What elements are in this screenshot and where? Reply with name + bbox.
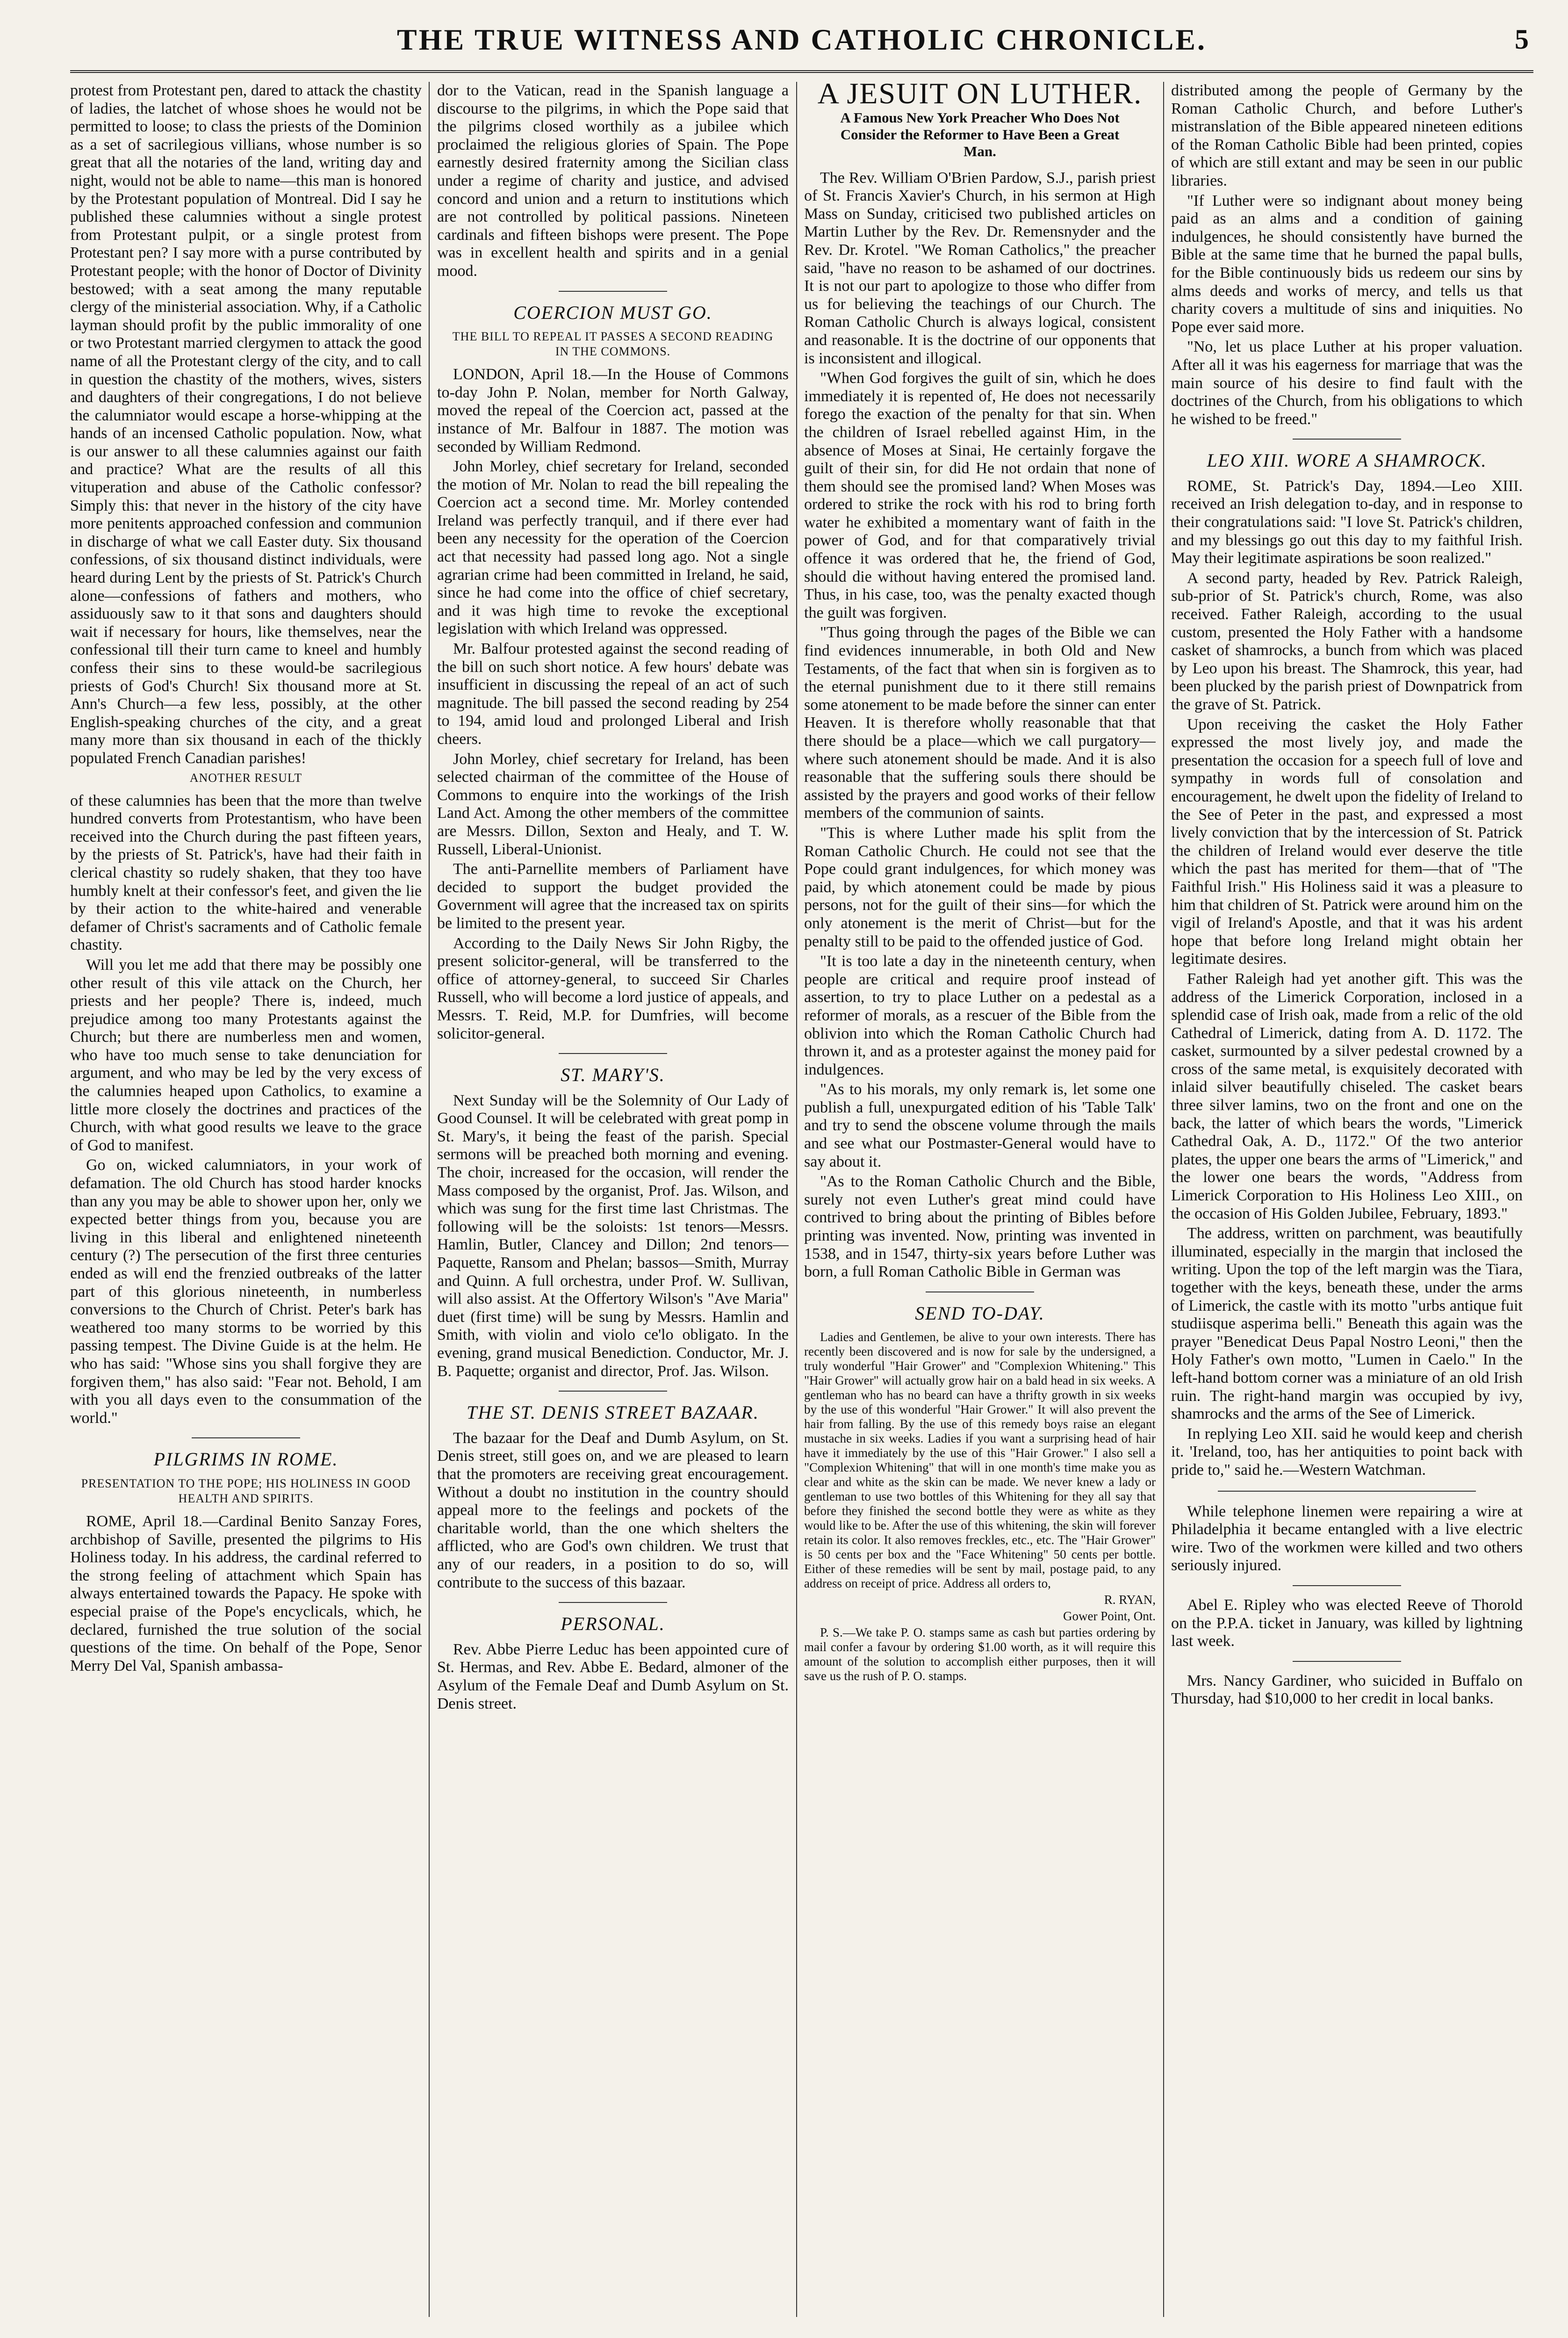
article-paragraph: ROME, April 18.—Cardinal Benito Sanzay Fores, archbishop of Saville, presented the pilgrims to His Holiness today. In his address, the cardinal referred to the strong feeling of attachment which Spain has always entertained towards the Papacy. He spoke with especial praise of the Pope's encyclicals, which, he declared, furnished the true solution of the social questions of the time. On behalf of the Pope, Senor Merry Del Val, Spanish ambassa- [70, 1512, 422, 1674]
divider [559, 1053, 667, 1054]
divider [1293, 1661, 1401, 1662]
article-paragraph: According to the Daily News Sir John Rigby, the present solicitor-general, will be transferred to the office of attorney-general, to succeed Sir Charles Russell, who will become a lord justice of appeals, and Messrs. T. Reid, M.P. for Dumfries, will become solicitor-general. [437, 934, 789, 1042]
article-paragraph: "This is where Luther made his split from the Roman Catholic Church. He could not see that the Pope could grant indulgences, for which money was paid, by which atonement could be made by pious persons, not for the guilt of their sins—for which the only atonement is the merit of Christ—but for the penalty still to be paid to the offended justice of God. [804, 824, 1156, 950]
newspaper-title: THE TRUE WITNESS AND CATHOLIC CHRONICLE. [397, 23, 1207, 56]
subheading-another-result: ANOTHER RESULT [189, 771, 302, 785]
article-paragraph: John Morley, chief secretary for Ireland, has been selected chairman of the committee of the House of Commons to enquire into the workings of the Irish Land Act. Among the other members of the committee are Messrs. Dillon, Sexton and Healy, and T. W. Russell, Liberal-Unionist. [437, 750, 789, 858]
headline-jesuit-on-luther: A JESUIT ON LUTHER. [817, 82, 1143, 110]
headline-coercion-must-go: COERCION MUST GO. [513, 302, 712, 323]
headline-st-denis-bazaar: THE ST. DENIS STREET BAZAAR. [467, 1402, 759, 1423]
article-paragraph: Rev. Abbe Pierre Leduc has been appointed cure of St. Hermas, and Rev. Abbe E. Bedard, almoner of the Asylum of the Female Deaf and Dumb Asylum on St. Denis street. [437, 1640, 789, 1712]
article-paragraph: Next Sunday will be the Solemnity of Our Lady of Good Counsel. It will be celebrated with great pomp in St. Mary's, it being the feast of the parish. Special sermons will be preached both morning and evening. The choir, increased for the occasion, will render the Mass composed by the organist, Prof. Jas. Wilson, and which was sung for the first time last Christmas. The following will be the soloists: 1st tenors—Messrs. Hamlin, Butler, Clancey and Dillon; 2nd tenors—Paquette, Ransom and Phelan; bassos—Smith, Murray and Quinn. A full orchestra, under Prof. W. Sullivan, will also assist. At the Offertory Wilson's "Ave Maria" duet (first time) will be sung by Messrs. Hamlin and Smith, with violin and violo ce'lo obligato. In the evening, grand musical Benediction. Conductor, Mr. J. B. Paquette; organist and director, Prof. Jas. Wilson. [437, 1091, 789, 1380]
page-number: 5 [1515, 24, 1529, 55]
article-paragraph: "As to the Roman Catholic Church and the Bible, surely not even Luther's great mind could have contrived to bring about the printing of Bibles before printing was invented. Now, printing was invented in 1538, and in 1547, thirty-six years before Luther was born, a full Roman Catholic Bible in German was [804, 1173, 1156, 1281]
column-1 [70, 82, 422, 2326]
column-4 [1171, 82, 1523, 2326]
article-paragraph: The Rev. William O'Brien Pardow, S.J., parish priest of St. Francis Xavier's Church, in his sermon at High Mass on Sunday, criticised two published articles on Martin Luther by the Rev. Dr. Remensnyder and the Rev. Dr. Krotel. "We Roman Catholics," the preacher said, "have no reason to be ashamed of our doctrines. It is not our part to apologize to those who differ from us for believing the teachings of our Church. The Roman Catholic Church is always logical, consistent and reasonable. It is the doctrine of our opponents that is inconsistent and illogical. [804, 169, 1156, 367]
news-item: Mrs. Nancy Gardiner, who suicided in Buffalo on Thursday, had $10,000 to her credit in local banks. [1171, 1672, 1523, 1708]
advertisement-postscript: P. S.—We take P. O. stamps same as cash but parties ordering by mail confer a favour by ordering $1.00 worth, as it will require this amount of the solution to accomplish either purposes, then it will save us the rush of P. O. stamps. [804, 1625, 1156, 1683]
divider [559, 1602, 667, 1603]
headline-st-marys: ST. MARY'S. [561, 1064, 665, 1086]
subheadline-famous-preacher: A Famous New York Preacher Who Does Not Consider the Reformer to Have Been a Great Man. [840, 109, 1120, 159]
article-paragraph: The bazaar for the Deaf and Dumb Asylum, on St. Denis street, still goes on, and we are pleased to learn that the promoters are receiving great encouragement. Without a doubt no institution in the country should appeal more to the feelings and pockets of the charitable world, than the one which shelters the afflicted, who are God's own children. We trust that any of our readers, in a position to do so, will contribute to the success of this bazaar. [437, 1429, 789, 1591]
article-paragraph: The anti-Parnellite members of Parliament have decided to support the budget provided the Government will agree that the increased tax on spirits be limited to the present year. [437, 860, 789, 932]
headline-leo-xiii-shamrock: LEO XIII. WORE A SHAMROCK. [1207, 450, 1487, 471]
column-divider [429, 82, 430, 2317]
article-paragraph: "If Luther were so indignant about money being paid as an alms and a condition of gaining indulgences, he should consistently have burned the Bible at the same time that he burned the papal bulls, for the Bible continuously bids us redeem our sins by alms deeds and works of mercy, and tells us that charity covers a multitude of sins and iniquities. No Pope ever said more. [1171, 192, 1523, 336]
divider [1293, 439, 1401, 440]
article-paragraph: John Morley, chief secretary for Ireland, seconded the motion of Mr. Nolan to read the bill repealing the Coercion act a second time. Mr. Morley contended Ireland was perfectly tranquil, and if there ever had been any necessity for the operation of the Coercion act that necessity had passed long ago. Not a single agrarian crime had been committed in Ireland, he said, since he had come into the office of chief secretary, and it was high time to revoke the exceptional legislation with which Ireland was oppressed. [437, 458, 789, 638]
article-paragraph: In replying Leo XII. said he would keep and cherish it. 'Ireland, too, has her antiquities to point back with pride to," said he.—Western Watchman. [1171, 1425, 1523, 1479]
article-paragraph: "As to his morals, my only remark is, let some one publish a full, unexpurgated edition of his 'Table Talk' and try to send the obscene volume through the mails and see what our Postmaster-General would have to say about it. [804, 1081, 1156, 1170]
divider [192, 1437, 300, 1438]
divider [1293, 1585, 1401, 1586]
news-item: While telephone linemen were repairing a wire at Philadelphia it became entangled with a live electric wire. Two of the workmen were killed and two others seriously injured. [1171, 1502, 1523, 1574]
article-paragraph: ROME, St. Patrick's Day, 1894.—Leo XIII. received an Irish delegation to-day, and in response to their congratulations said: "I love St. Patrick's children, and my blessings go out this day to my faithful Irish. May their legitimate aspirations be soon realized." [1171, 477, 1523, 567]
advertiser-name: R. RYAN, [1104, 1593, 1156, 1607]
article-paragraph: A second party, headed by Rev. Patrick Raleigh, sub-prior of St. Patrick's church, Rome, was also received. Father Raleigh, according to the usual custom, presented the Holy Father with a handsome casket of shamrocks, a bunch from which was placed by Leo upon his breast. The Shamrock, this year, had been plucked by the parish priest of Downpatrick from the grave of St. Patrick. [1171, 569, 1523, 713]
subheadline-bill-repeal: THE BILL TO REPEAL IT PASSES A SECOND READING IN THE COMMONS. [452, 330, 774, 359]
divider [559, 1391, 667, 1392]
article-paragraph: "Thus going through the pages of the Bible we can find evidences innumerable, in both Old and New Testaments, of the fact that when sin is forgiven as to the eternal punishment due to it there still remains some atonement to be made before the sinner can enter Heaven. It is therefore wholly reasonable that that there should be a place—which we call purgatory—where such atonement should be made. And it is also reasonable that the suffering souls there should be assisted by the prayers and good works of their fellow members of the communion of saints. [804, 624, 1156, 822]
article-paragraph: Will you let me add that there may be possibly one other result of this vile attack on the Church, her priests and her people? There is, indeed, much prejudice among too many Protestants against the Church; but there are numberless men and women, who have too much sense to take denunciation for argument, and who may be led by the very excess of the calumnies heaped upon Catholics, to examine a little more closely the doctrines and practices of the Church, with what good results we leave to the grace of God to manifest. [70, 956, 422, 1154]
article-paragraph: of these calumnies has been that the more than twelve hundred converts from Protestantism, who have been received into the Church during the past fifteen years, by the priests of St. Patrick's, have had their faith in clerical chastity so rudely shaken, that they too have humbly knelt at their confessor's feet, and given the lie by their action to the white-haired and venerable defamer of Christ's sacraments and of Catholic female chastity. [70, 792, 422, 954]
column-3 [804, 82, 1156, 2326]
headline-personal: PERSONAL. [561, 1613, 665, 1635]
advertisement-paragraph: Ladies and Gentlemen, be alive to your own interests. There has recently been discovered and is now for sale by the undersigned, a truly wonderful "Hair Grower" and "Complexion Whitening." This "Hair Grower" will actually grow hair on a bald head in six weeks. A gentleman who has no beard can have a thrifty growth in six weeks by the use of this wonderful "Hair Grower." It will also prevent the hair from falling. By the use of this remedy boys raise an elegant mustache in six weeks. Ladies if you want a surprising head of hair have it immediately by the use of this "Hair Grower." I also sell a "Complexion Whitening" that will in one month's time make you as clear and white as the skin can be made. We never knew a lady or gentleman to use two bottles of this Whitening for they all say that before they finished the second bottle they were as white as they would like to be. After the use of this whitening, the skin will forever retain its color. It also removes freckles, etc., etc. The "Hair Grower" is 50 cents per box and the "Face Whitening" 50 cents per bottle. Either of these remedies will be sent by mail, postage paid, to any address on receipt of price. Address all orders to, [804, 1330, 1156, 1591]
article-paragraph: protest from Protestant pen, dared to attack the chastity of ladies, the latchet of whose shoes he would not be permitted to loose; to class the priests of the Dominion as a set of sacrilegious villians, whose number is so great that all the notaries of the land, writing day and night, would not be able to name—this man is honored by the Protestant population of Montreal. Did I say he published these calumnies without a single protest from Protestant pulpit, or a single protest from Protestant pen? I say more with a purse contributed by Protestant people; with the honor of Doctor of Divinity bestowed; with a seat among the many reputable clergy of the ministerial association. Why, if a Catholic layman should profit by the public immorality of one or two Protestant married clergymen to attack the good name of all the Protestant clergy of the city, and to call in question the chastity of the mothers, wives, sisters and daughters of their congregations, I do not believe the calumniator would escape a horse-whipping at the hands of an incensed Catholic population. Now, what is our answer to all these calumnies against our faith and practice? What are the results of all this vituperation and abuse of the Catholic confessor? Simply this: that never in the history of the city have more penitents approached confession and communion in discharge of what we call Easter duty. Six thousand confessions, of six thousand distinct individuals, were heard during Lent by the priests of St. Patrick's Church alone—confessions of fathers and mothers, who assiduously saw to it that sons and daughters should wait if necessary for hours, like themselves, near the confessional till their turn came to kneel and humbly confess their sins to these would-be sacrilegious priests of God's Church! Six thousand more at St. Ann's Church—a few less, possibly, at the other English-speaking churches of the city, and a great many more than six thousand in each of the thickly populated French Canadian parishes! [70, 82, 422, 767]
article-paragraph: "No, let us place Luther at his proper valuation. After all it was his eagerness for marriage that was the main source of his desire to find fault with the doctrines of the Church, from his obligations to which he wished to be freed." [1171, 338, 1523, 428]
column-2 [437, 82, 789, 2326]
masthead [70, 19, 1533, 73]
article-paragraph: Father Raleigh had yet another gift. This was the address of the Limerick Corporation, inclosed in a splendid case of Irish oak, made from a relic of the old Cathedral of Limerick, dating from A. D. 1172. The casket, surmounted by a silver pedestal crowned by a cross of the same metal, is exquisitely decorated with inlaid silver beautifully chiseled. The casket bears three silver lamins, two on the front and one on the back, the latter of which bears the words, "Limerick Cathedral Oak, A. D., 1172." Of the two anterior plates, the upper one bears the arms of "Limerick," and the lower one bears the words, "Address from Limerick Corporation to His Holiness Leo XIII., on the occasion of His Golden Jubilee, February, 1893." [1171, 970, 1523, 1222]
article-paragraph: "It is too late a day in the nineteenth century, when people are critical and require proof instead of assertion, to try to place Luther on a pedestal as a reformer of morals, as a rescuer of the Bible from the oblivion into which the Roman Catholic Church had thrown it, and as a protester against the money paid for indulgences. [804, 953, 1156, 1078]
advertiser-address: Gower Point, Ont. [1063, 1609, 1156, 1624]
divider [559, 291, 667, 292]
article-paragraph: LONDON, April 18.—In the House of Commons to-day John P. Nolan, member for North Galway, moved the repeal of the Coercion act, passed at the instance of Mr. Balfour in 1887. The motion was seconded by William Redmond. [437, 366, 789, 455]
subheadline-presentation: PRESENTATION TO THE POPE; HIS HOLINESS IN GOOD HEALTH AND SPIRITS. [81, 1476, 411, 1505]
divider [1218, 1491, 1476, 1492]
headline-pilgrims-in-rome: PILGRIMS IN ROME. [153, 1449, 338, 1470]
news-item: Abel E. Ripley who was elected Reeve of Thorold on the P.P.A. ticket in January, was killed by lightning last week. [1171, 1596, 1523, 1650]
column-divider [796, 82, 797, 2317]
article-paragraph: Mr. Balfour protested against the second reading of the bill on such short notice. A few hours' debate was insufficient in discussing the repeal of an act of such magnitude. The bill passed the second reading by 254 to 194, amid loud and prolonged Liberal and Irish cheers. [437, 640, 789, 748]
article-paragraph: Upon receiving the casket the Holy Father expressed the most lively joy, and made the presentation the occasion for a speech full of love and sympathy in words full of consolation and encouragement, he dwelt upon the fidelity of Ireland to the See of Peter in the past, and expressed a most lively conviction that by the intercession of St. Patrick the children of Ireland would ever deserve the title which the past has merited for them—that of "The Faithful Irish." His Holiness said it was a pleasure to him that children of St. Patrick were around him on the vigil of Ireland's Apostle, and that it was his ardent hope that before long Ireland might obtain her legitimate desires. [1171, 715, 1523, 968]
article-paragraph: The address, written on parchment, was beautifully illuminated, especially in the margin that inclosed the writing. Upon the top of the left margin was the Tiara, together with the keys, beneath these, under the arms of Limerick, the castle with its motto "urbs antique fuit studiisque asperima belli." Beneath this again was the prayer "Benedicat Deus Papal Nostro Leoni," then the Holy Father's own motto, "Lumen in Caelo." In the left-hand bottom corner was a miniature of an old Irish ruin. The right-hand margin was occupied by ivy, shamrocks and the arms of the See of Limerick. [1171, 1225, 1523, 1423]
headline-send-to-day: SEND TO-DAY. [915, 1302, 1045, 1324]
column-divider [1163, 82, 1164, 2317]
article-paragraph: Go on, wicked calumniators, in your work of defamation. The old Church has stood harder knocks than any you may be able to shower upon her, only we expected better things from you, because you are living in this liberal and enlightened nineteenth century (?) The persecution of the first three centuries ended as will end the frenzied outbreaks of the latter part of this glorious nineteenth, in numberless conversions to the Church of Christ. Peter's bark has weathered too many storms to be worried by this passing tempest. The Divine Guide is at the helm. He who has said: "Whose sins you shall forgive they are forgiven them," has also said: "Fear not. Behold, I am with you all days even to the consummation of the world." [70, 1156, 422, 1427]
article-paragraph: dor to the Vatican, read in the Spanish language a discourse to the pilgrims, in which the Pope said that the pilgrims closed worthily as a jubilee which proclaimed the religious glories of Spain. The Pope earnestly desired fraternity among the Sicilian class under a regime of charity and justice, and advised concord and union and a return to institutions which are not controlled by political passions. Nineteen cardinals and fifteen bishops were present. The Pope was in excellent health and spirits and in a genial mood. [437, 82, 789, 280]
article-paragraph: "When God forgives the guilt of sin, which he does immediately it is repented of, He does not necessarily forego the exaction of the penalty for that sin. When the children of Israel rebelled against Him, in the absence of Moses at Sinai, He certainly forgave the guilt of their sin, for did He not ordain that none of them should see the promised land? When Moses was ordered to strike the rock with his rod to bring forth water he exhibited a momentary want of faith in the power of God, and for that comparatively trivial offence it was ordered that he, the friend of God, should die without having entered the promised land. Thus, in his case, too, was the penalty exacted though the guilt was forgiven. [804, 369, 1156, 621]
article-paragraph: distributed among the people of Germany by the Roman Catholic Church, and before Luther's mistranslation of the Bible appeared nineteen editions of the Roman Catholic Bible had been printed, copies of which are still extant and may be seen in our public libraries. [1171, 82, 1523, 189]
